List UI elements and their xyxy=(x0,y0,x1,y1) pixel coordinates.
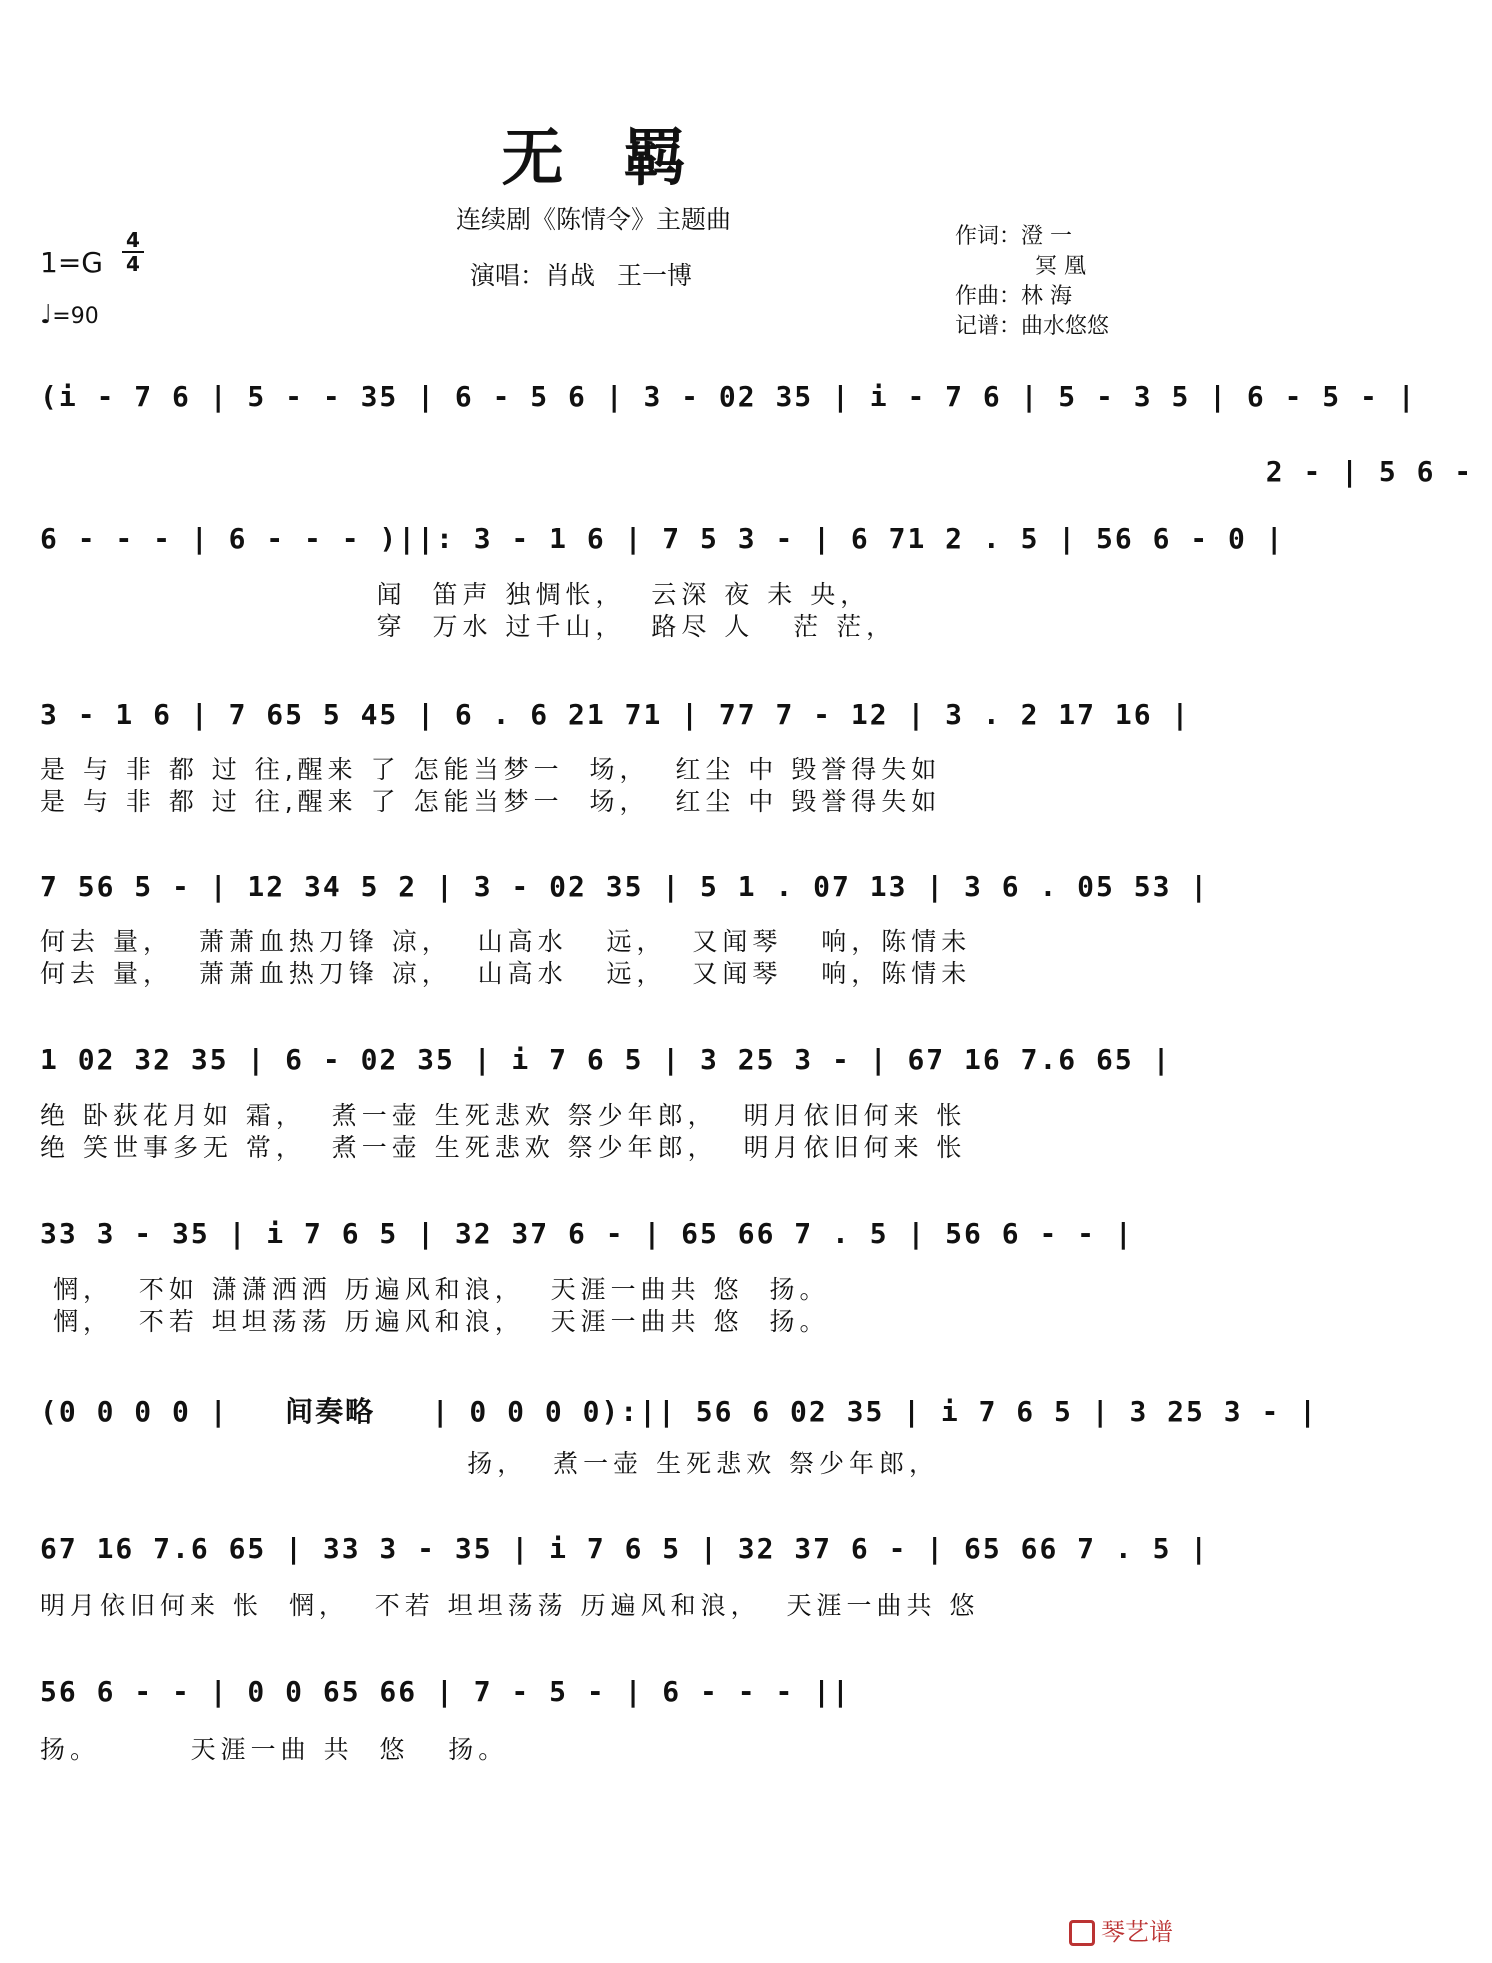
lyricist-credit: 作词：澄 一 xyxy=(955,224,1072,249)
lyric-row-2-verse-2: 穿 万水 过千山， 路尽 人 茫 茫， xyxy=(40,612,897,641)
score-row-2a: 2 - | 5 6 - xyxy=(40,455,1492,488)
score-row-6: 33 3 - 35 | i 7 6 5 | 32 37 6 - | 65 66 7 . 5 | 56 6 - - | xyxy=(40,1217,1134,1250)
score-row-7: (0 0 0 0 | 间奏略 | 0 0 0 0):|| 56 6 02 35 | i 7 6 5 | 3 25 3 - | xyxy=(40,1395,1319,1428)
time-sig-top: 4 xyxy=(126,228,140,252)
quarter-note-icon: ♩ xyxy=(40,300,53,330)
credits-block xyxy=(955,222,1109,342)
lyric-row-7: 扬， 煮一壶 生死悲欢 祭少年郎， xyxy=(40,1449,940,1478)
score-row-3: 3 - 1 6 | 7 65 5 45 | 6 . 6 21 71 | 77 7 - 12 | 3 . 2 17 16 | xyxy=(40,698,1191,731)
lyric-row-4-verse-1: 何去 量， 萧萧血热刀锋 凉， 山高水 远， 又闻琴 响，陈情未 xyxy=(40,927,972,956)
lyricist-credit-2: 冥 凰 xyxy=(1035,254,1086,279)
page-subtitle: 连续剧《陈情令》主题曲 xyxy=(455,205,731,234)
watermark xyxy=(1069,1912,1173,1947)
score-row-5: 1 02 32 35 | 6 - 02 35 | i 7 6 5 | 3 25 3 - | 67 16 7.6 65 | xyxy=(40,1043,1172,1076)
lyric-row-4-verse-2: 何去 量， 萧萧血热刀锋 凉， 山高水 远， 又闻琴 响，陈情未 xyxy=(40,959,972,988)
lyric-row-5-verse-1: 绝 卧荻花月如 霜， 煮一壶 生死悲欢 祭少年郎， 明月依旧何来 怅 xyxy=(40,1101,967,1130)
lyric-row-8: 明月依旧何来 怅 惘， 不若 坦坦荡荡 历遍风和浪， 天涯一曲共 悠 xyxy=(40,1591,980,1620)
time-signature xyxy=(122,230,144,274)
key-signature: 1=G xyxy=(40,246,103,279)
watermark-text: 琴艺谱 xyxy=(1101,1918,1173,1946)
score-row-9: 56 6 - - | 0 0 65 66 | 7 - 5 - | 6 - - - || xyxy=(40,1675,851,1708)
transcriber-credit: 记谱：曲水悠悠 xyxy=(955,314,1110,339)
lyric-row-3-verse-1: 是 与 非 都 过 往,醒来 了 怎能当梦一 场， 红尘 中 毁誉得失如 xyxy=(40,755,942,784)
lyric-row-2-verse-1: 闻 笛声 独惆怅， 云深 夜 未 央， xyxy=(40,580,871,609)
composer-credit: 作曲：林 海 xyxy=(955,284,1072,309)
page-title: 无羁 xyxy=(501,121,746,194)
score-row-2: 6 - - - | 6 - - - )||: 3 - 1 6 | 7 5 3 - | 6 71 2 . 5 | 56 6 - 0 | xyxy=(40,522,1285,555)
singer-credit: 演唱：肖战 王一博 xyxy=(470,261,692,290)
score-row-4: 7 56 5 - | 12 34 5 2 | 3 - 02 35 | 5 1 . 07 13 | 3 6 . 05 53 | xyxy=(40,870,1210,903)
lyric-row-5-verse-2: 绝 笑世事多无 常， 煮一壶 生死悲欢 祭少年郎， 明月依旧何来 怅 xyxy=(40,1133,967,1162)
tempo-value: =90 xyxy=(52,304,99,329)
score-row-8: 67 16 7.6 65 | 33 3 - 35 | i 7 6 5 | 32 37 6 - | 65 66 7 . 5 | xyxy=(40,1532,1210,1565)
time-sig-bottom: 4 xyxy=(126,252,140,276)
lyric-row-6-verse-2: 惘， 不若 坦坦荡荡 历遍风和浪， 天涯一曲共 悠 扬。 xyxy=(40,1307,830,1336)
site-logo-icon xyxy=(1069,1920,1095,1946)
lyric-row-6-verse-1: 惘， 不如 潇潇洒洒 历遍风和浪， 天涯一曲共 悠 扬。 xyxy=(40,1275,830,1304)
score-row-1: (i - 7 6 | 5 - - 35 | 6 - 5 6 | 3 - 02 35 | i - 7 6 | 5 - 3 5 | 6 - 5 - | xyxy=(40,380,1417,413)
tempo-marking xyxy=(40,300,99,330)
lyric-row-3-verse-2: 是 与 非 都 过 往,醒来 了 怎能当梦一 场， 红尘 中 毁誉得失如 xyxy=(40,787,942,816)
lyric-row-9: 扬。 天涯一曲 共 悠 扬。 xyxy=(40,1735,509,1764)
